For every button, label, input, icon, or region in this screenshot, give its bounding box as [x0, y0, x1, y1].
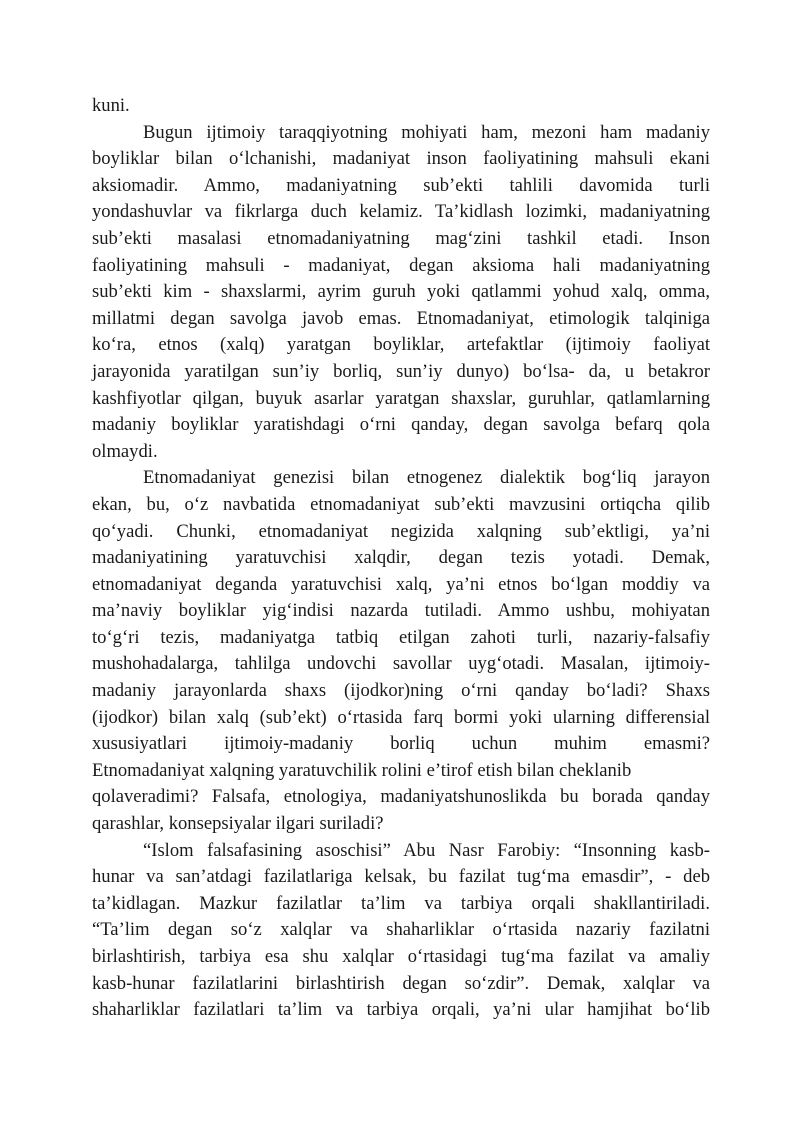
- text-line: jarayonida yaratilgan sun’iy borliq, sun’iy dunyo) bo‘lsa- da, u betakror: [92, 360, 710, 382]
- text-line: madaniyatining yaratuvchisi xalqdir, degan tezis yotadi. Demak,: [92, 547, 710, 569]
- text-line: mushohadalarga, tahlilga undovchi savollar uyg‘otadi. Masalan, ijtimoiy-: [92, 653, 710, 675]
- text-line: kasb-hunar fazilatlarini birlashtirish degan so‘zdir”. Demak, xalqlar va: [92, 972, 710, 994]
- document-page: [92, 93, 710, 1024]
- text-line: aksiomadir. Ammo, madaniyatning sub’ekti tahlili davomida turli: [92, 174, 710, 196]
- text-line: Bugun ijtimoiy taraqqiyotning mohiyati ham, mezoni ham madaniy: [143, 121, 710, 143]
- paragraph: [92, 838, 710, 1024]
- text-line: olmaydi.: [92, 440, 158, 462]
- text-line: ko‘ra, etnos (xalq) yaratgan boyliklar, artefaktlar (ijtimoiy faoliyat: [92, 334, 710, 356]
- text-line: sub’ekti masalasi etnomadaniyatning mag‘zini tashkil etadi. Inson: [92, 227, 710, 249]
- text-line: hunar va san’atdagi fazilatlariga kelsak, bu fazilat tug‘ma emasdir”, - deb: [92, 866, 710, 888]
- text-line: to‘g‘ri tezis, madaniyatga tatbiq etilgan zahoti turli, nazariy-falsafiy: [92, 626, 710, 648]
- text-line: “Islom falsafasining asoschisi” Abu Nasr Farobiy: “Insonning kasb-: [143, 839, 710, 861]
- text-line: Etnomadaniyat xalqning yaratuvchilik rolini e’tirof etish bilan cheklanib: [92, 759, 632, 781]
- text-line: etnomadaniyat deganda yaratuvchisi xalq, ya’ni etnos bo‘lgan moddiy va: [92, 573, 710, 595]
- text-line: qolaveradimi? Falsafa, etnologiya, madaniyatshunoslikda bu borada qanday: [92, 786, 710, 808]
- text-line: Etnomadaniyat genezisi bilan etnogenez dialektik bog‘liq jarayon: [143, 467, 710, 489]
- text-line: (ijodkor) bilan xalq (sub’ekt) o‘rtasida farq bormi yoki ularning differensial: [92, 706, 710, 728]
- text-line: kashfiyotlar qilgan, buyuk asarlar yaratgan shaxslar, guruhlar, qatlamlarning: [92, 387, 710, 409]
- text-line: kuni.: [92, 95, 130, 116]
- text-line: madaniy jarayonlarda shaxs (ijodkor)ning o‘rni qanday bo‘ladi? Shaxs: [92, 680, 710, 702]
- text-line: millatmi degan savolga javob emas. Etnomadaniyat, etimologik talqiniga: [92, 307, 710, 329]
- text-line: birlashtirish, tarbiya esa shu xalqlar o‘rtasidagi tug‘ma fazilat va amaliy: [92, 946, 710, 967]
- paragraph: [92, 93, 710, 120]
- text-line: ma’naviy boyliklar yig‘indisi nazarda tutiladi. Ammo ushbu, mohiyatan: [92, 600, 710, 622]
- text-line: faoliyatining mahsuli - madaniyat, degan aksioma hali madaniyatning: [92, 254, 710, 276]
- paragraph: [92, 120, 710, 466]
- text-line: boyliklar bilan o‘lchanishi, madaniyat inson faoliyatining mahsuli ekani: [92, 148, 710, 170]
- text-line: “Ta’lim degan so‘z xalqlar va shaharliklar o‘rtasida nazariy fazilatni: [92, 919, 710, 941]
- text-line: qarashlar, konsepsiyalar ilgari suriladi?: [92, 813, 384, 835]
- paragraph: [92, 465, 710, 837]
- text-line: ekan, bu, o‘z navbatida etnomadaniyat sub’ekti mavzusini ortiqcha qilib: [92, 493, 710, 515]
- text-line: sub’ekti kim - shaxslarmi, ayrim guruh yoki qatlammi yohud xalq, omma,: [92, 281, 710, 303]
- text-line: qo‘yadi. Chunki, etnomadaniyat negizida xalqning sub’ektligi, ya’ni: [92, 520, 710, 542]
- text-line: madaniy boyliklar yaratishdagi o‘rni qanday, degan savolga befarq qola: [92, 414, 710, 436]
- text-line: shaharliklar fazilatlari ta’lim va tarbiya orqali, ya’ni ular hamjihat bo‘lib: [92, 999, 710, 1021]
- text-line: yondashuvlar va fikrlarga duch kelamiz. Ta’kidlash lozimki, madaniyatning: [92, 201, 710, 223]
- text-line: xususiyatlari ijtimoiy-madaniy borliq uchun muhim emasmi?: [92, 733, 710, 755]
- text-line: ta’kidlagan. Mazkur fazilatlar ta’lim va tarbiya orqali shakllantiriladi.: [92, 892, 710, 914]
